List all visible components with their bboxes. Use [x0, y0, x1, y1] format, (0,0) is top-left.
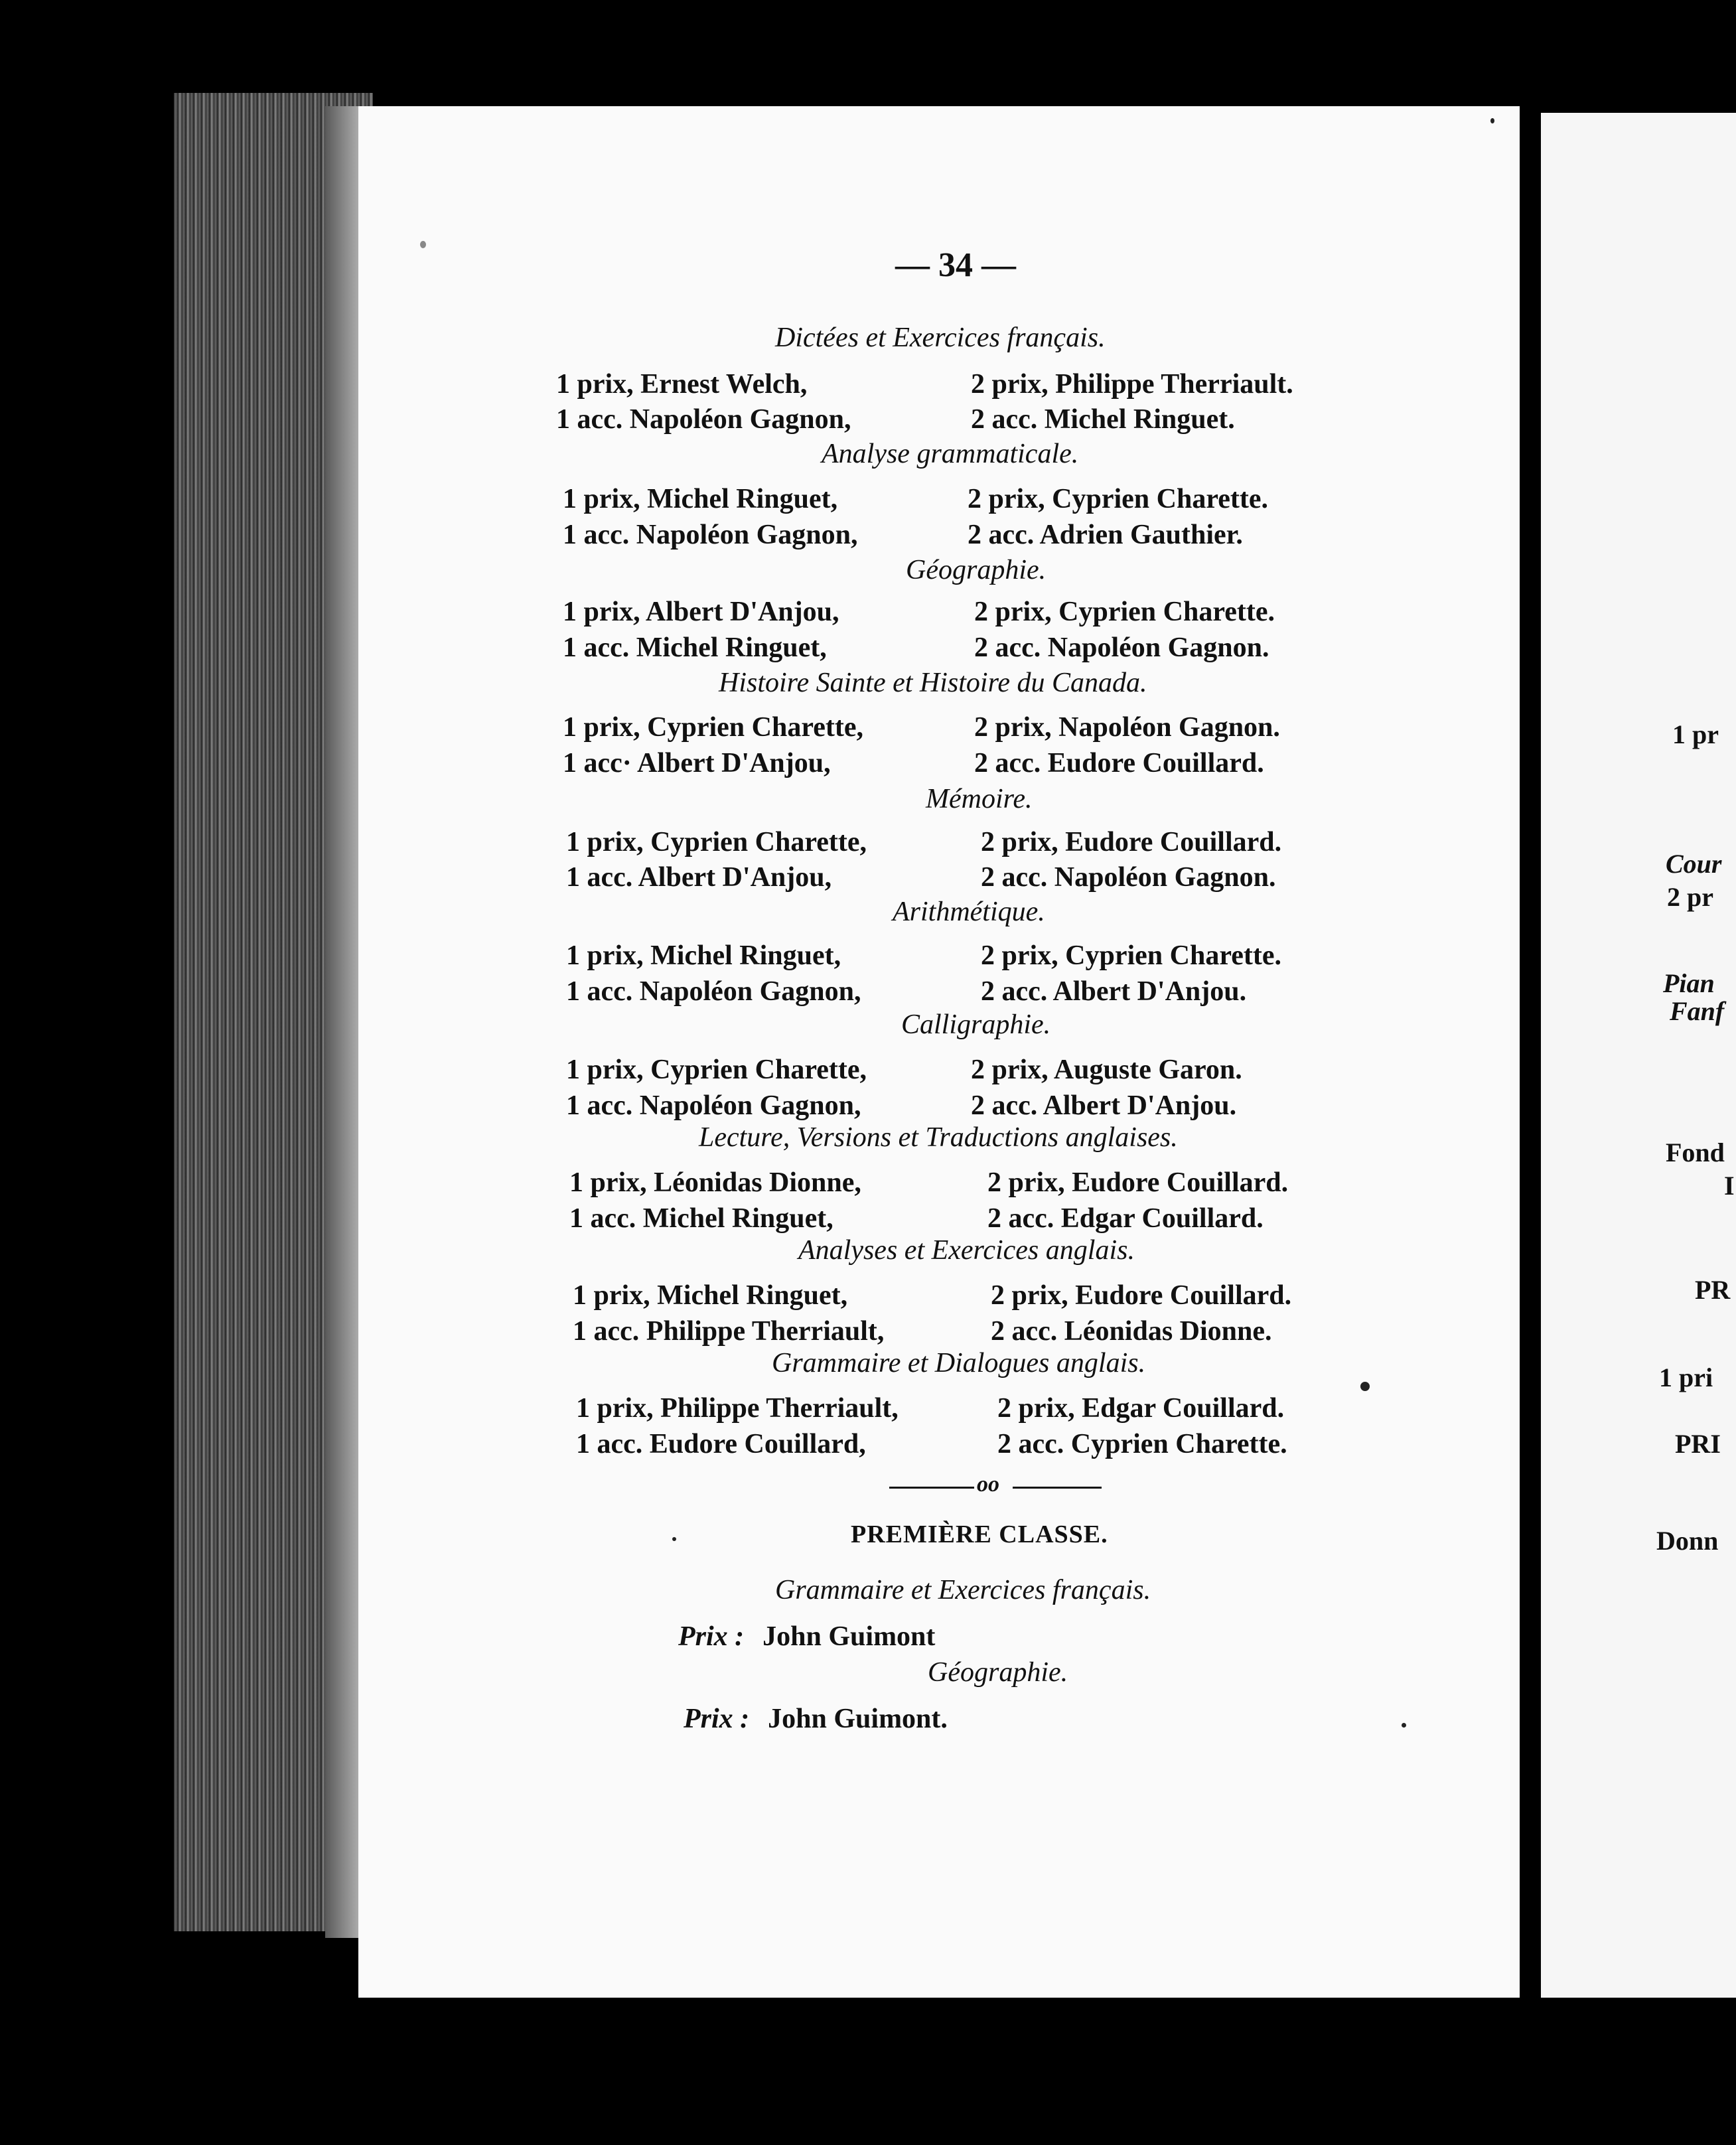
paper-speck — [1360, 1382, 1370, 1391]
prize-entry-second: 2 prix, Cyprien Charette. — [981, 940, 1281, 971]
section-heading: Arithmétique. — [893, 897, 1045, 927]
facing-page-fragment: I — [1724, 1171, 1735, 1201]
prize-entry-second: 2 prix, Cyprien Charette. — [974, 597, 1275, 627]
prize-entry-first: 1 prix, Léonidas Dionne, — [569, 1167, 861, 1198]
prize-entry-second: 2 acc. Cyprien Charette. — [997, 1429, 1287, 1459]
prize-entry-second: 2 acc. Adrien Gauthier. — [968, 520, 1243, 550]
prize-entry-second: 2 acc. Napoléon Gagnon. — [981, 862, 1276, 893]
section-heading: Grammaire et Exercices français. — [775, 1575, 1151, 1605]
prize-entry-first: 1 acc. Napoléon Gagnon, — [556, 404, 851, 435]
prize-entry-second: 2 acc. Michel Ringuet. — [971, 404, 1235, 435]
prize-entry-first: 1 acc. Napoléon Gagnon, — [566, 976, 861, 1007]
prize-entry-first: 1 prix, Cyprien Charette, — [563, 712, 863, 743]
prize-entry-second: 2 prix, Napoléon Gagnon. — [974, 712, 1280, 743]
paper-speck — [420, 241, 426, 248]
paper-speck — [1490, 118, 1494, 123]
prize-entry-first: 1 prix, Michel Ringuet, — [566, 940, 841, 971]
prize-entry-second: 2 prix, Eudore Couillard. — [991, 1280, 1292, 1311]
page-number: — 34 — — [895, 246, 1016, 284]
prize-entry-second: 2 acc. Albert D'Anjou. — [981, 976, 1247, 1007]
facing-page-fragment: Fond — [1666, 1138, 1725, 1167]
facing-page — [1541, 113, 1736, 1998]
prize-entry-first: 1 prix, Michel Ringuet, — [563, 484, 838, 514]
prize-entry-first: 1 acc. Albert D'Anjou, — [566, 862, 832, 893]
facing-page-fragment: 2 pr — [1667, 882, 1713, 912]
section-heading: Géographie. — [906, 555, 1047, 585]
prix-label: Prix : — [684, 1704, 750, 1734]
prize-entry-first: 1 acc· Albert D'Anjou, — [563, 748, 831, 778]
prize-entry — [678, 1621, 935, 1653]
section-heading: Analyses et Exercices anglais. — [798, 1235, 1135, 1266]
prize-entry-second: 2 acc. Eudore Couillard. — [974, 748, 1264, 778]
prize-entry-first: 1 prix, Cyprien Charette, — [566, 827, 867, 857]
prize-entry-first: 1 acc. Philippe Therriault, — [573, 1316, 885, 1347]
facing-page-fragment: Fanf — [1670, 996, 1725, 1026]
facing-page-fragment: Pian — [1663, 968, 1715, 998]
prize-entry-first: 1 acc. Napoléon Gagnon, — [566, 1090, 861, 1121]
winner-name: John Guimont. — [768, 1704, 948, 1734]
prize-entry-second: 2 prix, Edgar Couillard. — [997, 1393, 1285, 1424]
section-heading: Calligraphie. — [901, 1009, 1051, 1040]
prize-entry-first: 1 prix, Philippe Therriault, — [576, 1393, 899, 1424]
facing-page-fragment: PRI — [1675, 1429, 1721, 1459]
prize-entry-first: 1 prix, Albert D'Anjou, — [563, 597, 839, 627]
class-title: PREMIÈRE CLASSE. — [851, 1520, 1108, 1548]
prize-entry-first: 1 acc. Napoléon Gagnon, — [563, 520, 858, 550]
prize-entry-second: 2 acc. Albert D'Anjou. — [971, 1090, 1237, 1121]
section-heading: Lecture, Versions et Traductions anglaises. — [699, 1122, 1178, 1153]
prize-entry-second: 2 acc. Napoléon Gagnon. — [974, 632, 1269, 663]
prix-label: Prix : — [678, 1621, 745, 1652]
facing-page-fragment: Donn — [1656, 1526, 1719, 1556]
paper-speck — [1402, 1723, 1406, 1728]
prize-entry-first: 1 prix, Ernest Welch, — [556, 369, 808, 400]
prize-entry-first: 1 prix, Cyprien Charette, — [566, 1055, 867, 1085]
facing-page-fragment: 1 pri — [1659, 1363, 1713, 1392]
prize-entry-second: 2 acc. Léonidas Dionne. — [991, 1316, 1272, 1347]
section-heading: Mémoire. — [926, 784, 1033, 814]
separator-mark: oo — [977, 1472, 999, 1497]
prize-entry-second: 2 prix, Philippe Therriault. — [971, 369, 1293, 400]
section-heading: Géographie. — [928, 1657, 1068, 1688]
facing-page-fragment: Cour — [1666, 849, 1722, 879]
section-heading: Histoire Sainte et Histoire du Canada. — [719, 668, 1147, 698]
prize-entry-first: 1 acc. Michel Ringuet, — [569, 1203, 833, 1234]
prize-entry-second: 2 prix, Auguste Garon. — [971, 1055, 1242, 1085]
section-separator — [889, 1472, 1102, 1501]
section-heading: Dictées et Exercices français. — [775, 323, 1106, 353]
prize-entry-second: 2 acc. Edgar Couillard. — [987, 1203, 1264, 1234]
paper-speck — [672, 1537, 676, 1541]
prize-entry-first: 1 prix, Michel Ringuet, — [573, 1280, 848, 1311]
prize-entry — [684, 1703, 948, 1735]
prize-entry-second: 2 prix, Eudore Couillard. — [981, 827, 1282, 857]
facing-page-fragment: 1 pr — [1672, 719, 1719, 749]
prize-entry-first: 1 acc. Michel Ringuet, — [563, 632, 827, 663]
prize-entry-second: 2 prix, Cyprien Charette. — [968, 484, 1268, 514]
section-heading: Analyse grammaticale. — [822, 439, 1079, 469]
prize-entry-first: 1 acc. Eudore Couillard, — [576, 1429, 866, 1459]
section-heading: Grammaire et Dialogues anglais. — [772, 1348, 1146, 1378]
prize-entry-second: 2 prix, Eudore Couillard. — [987, 1167, 1289, 1198]
facing-page-fragment: PR — [1695, 1275, 1731, 1305]
winner-name: John Guimont — [762, 1621, 936, 1652]
